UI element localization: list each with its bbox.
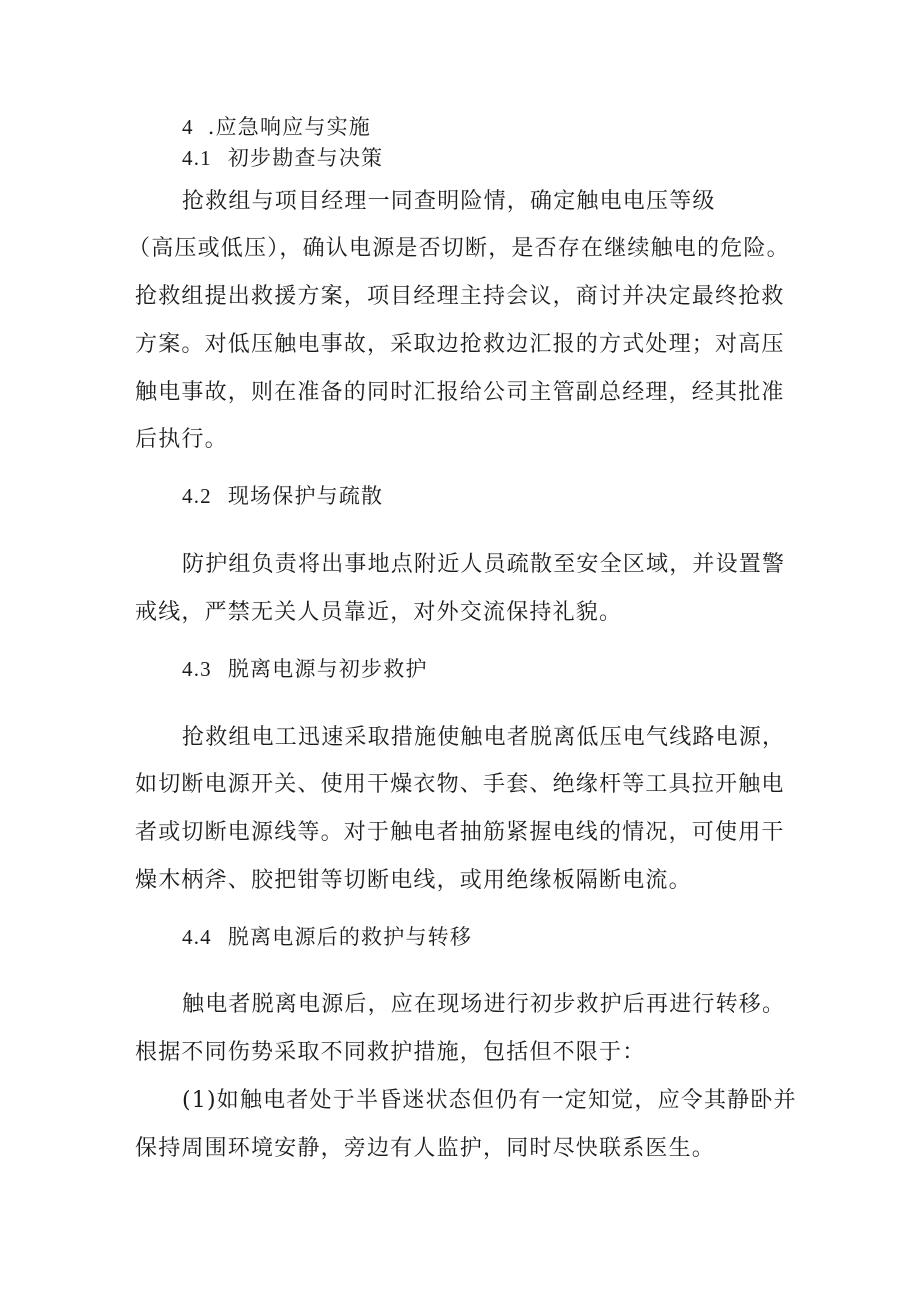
paragraph-line: 抢救组电工迅速采取措施使触电者脱离低压电气线路电源，	[182, 725, 786, 750]
subsection-heading-4-1	[182, 143, 383, 173]
section-number: 4	[182, 115, 194, 139]
paragraph-line: （高压或低压），确认电源是否切断，是否存在继续触电的危险。	[128, 236, 790, 261]
paragraph-line: 戒线，严禁无关人员靠近，对外交流保持礼貌。	[135, 600, 623, 625]
paragraph-line: 者或切断电源线等。对于触电者抽筋紧握电线的情况，可使用干	[135, 820, 785, 845]
paragraph-line: 触电者脱离电源后，应在现场进行初步救护后再进行转移。	[182, 992, 786, 1017]
subsection-number: 4.2	[182, 484, 212, 508]
subsection-title: 现场保护与疏散	[227, 484, 384, 508]
subsection-number: 4.1	[182, 146, 212, 170]
subsection-title: 初步勘查与决策	[227, 146, 384, 170]
subsection-number: 4.4	[182, 925, 212, 949]
subsection-heading-4-2	[182, 481, 383, 511]
paragraph-line: 如切断电源开关、使用干燥衣物、手套、绝缘杆等工具拉开触电	[135, 772, 785, 797]
paragraph-line: 燥木柄斧、胶把钳等切断电线，或用绝缘板隔断电流。	[135, 868, 692, 893]
subsection-number: 4.3	[182, 657, 212, 681]
paragraph-line: 后执行。	[135, 427, 228, 452]
subsection-title: 脱离电源与初步救护	[227, 657, 428, 681]
subsection-heading-4-4	[182, 922, 472, 952]
paragraph-line: (1)如触电者处于半昏迷状态但仍有一定知觉，应令其静卧并	[182, 1088, 797, 1113]
paragraph-line: 抢救组提出救援方案，项目经理主持会议，商讨并决定最终抢救	[135, 284, 785, 309]
section-title	[182, 112, 371, 142]
paragraph-line: 防护组负责将出事地点附近人员疏散至安全区域，并设置警	[182, 552, 786, 577]
subsection-heading-4-3	[182, 654, 428, 684]
paragraph-line: 保持周围环境安静，旁边有人监护，同时尽快联系医生。	[135, 1136, 716, 1161]
paragraph-line: 抢救组与项目经理一同查明险情，确定触电电压等级	[182, 189, 716, 214]
paragraph-line: 触电事故，则在准备的同时汇报给公司主管副总经理，经其批准	[135, 380, 785, 405]
subsection-title: 脱离电源后的救护与转移	[227, 925, 473, 949]
paragraph-line: 方案。对低压触电事故，采取边抢救边汇报的方式处理；对高压	[135, 332, 785, 357]
section-title-text: .应急响应与实施	[207, 115, 371, 139]
paragraph-line: 根据不同伤势采取不同救护措施，包括但不限于：	[135, 1040, 646, 1065]
